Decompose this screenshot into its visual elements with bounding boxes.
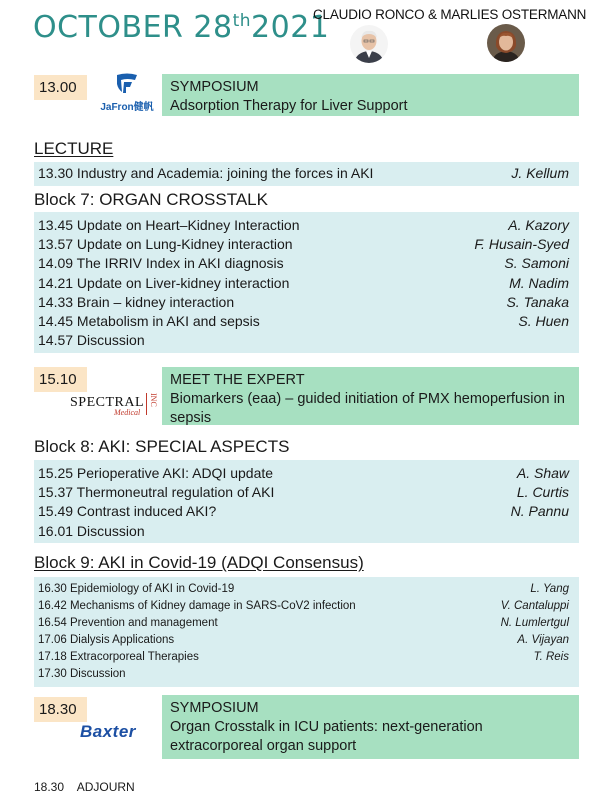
spectral-logo: SPECTRAL INC Medical	[70, 393, 158, 417]
time-13-00: 13.00	[34, 75, 87, 100]
symposium-1	[162, 74, 579, 116]
session-title: Biomarkers (eaa) – guided initiation of PMX hemoperfusion in sepsis	[170, 391, 565, 426]
block9-row: 16.30 Epidemiology of AKI in Covid-19 L. Yang	[38, 583, 569, 595]
block7-row: 14.09 The IRRIV Index in AKI diagnosis S. Samoni	[38, 255, 569, 272]
time-15-10: 15.10	[34, 367, 87, 392]
session-type: SYMPOSIUM	[170, 700, 259, 716]
block7-heading: Block 7: ORGAN CROSSTALK	[34, 190, 268, 209]
block7-row: 13.45 Update on Heart–Kidney Interaction A. Kazory	[38, 217, 569, 233]
page-title: OCTOBER 28th2021	[33, 10, 330, 45]
portrait-ronco	[350, 25, 388, 63]
chairs-names: CLAUDIO RONCO & MARLIES OSTERMANN	[313, 7, 587, 22]
session-type: SYMPOSIUM	[170, 79, 259, 95]
block7-list	[34, 212, 579, 353]
talk: 13.30 Industry and Academia: joining the forces in AKI	[38, 165, 374, 181]
block8-row: 16.01 Discussion	[38, 522, 145, 539]
block9-heading: Block 9: AKI in Covid-19 (ADQI Consensus)	[34, 553, 364, 572]
session-title: Adsorption Therapy for Liver Support	[170, 98, 408, 114]
lecture-block	[34, 162, 579, 186]
session-type: MEET THE EXPERT	[170, 372, 305, 388]
block8-heading: Block 8: AKI: SPECIAL ASPECTS	[34, 437, 290, 456]
block8-row: 15.37 Thermoneutral regulation of AKI L. Curtis	[38, 484, 569, 501]
session-title: Organ Crosstalk in ICU patients: next-generation extracorporeal organ support	[170, 719, 483, 754]
jafron-logo: JaFron健帆	[98, 72, 156, 116]
speaker: J. Kellum	[511, 165, 569, 181]
jafron-mark-icon	[114, 72, 140, 96]
adjourn-line: 18.30 ADJOURN	[34, 780, 135, 794]
block7-row: 14.33 Brain – kidney interaction S. Tanaka	[38, 293, 569, 310]
block9-row: 16.54 Prevention and management N. Lumlertgul	[38, 617, 569, 629]
lecture-heading: LECTURE	[34, 139, 114, 158]
block8-row: 15.25 Perioperative AKI: ADQI update A. Shaw	[38, 465, 569, 481]
block7-row: 13.57 Update on Lung-Kidney interaction F. Husain-Syed	[38, 236, 569, 253]
block9-row: 17.18 Extracorporeal Therapies T. Reis	[38, 651, 569, 663]
time-18-30: 18.30	[34, 697, 87, 722]
baxter-logo: Baxter	[80, 722, 136, 741]
lecture-row-0	[38, 164, 571, 183]
block8-row: 15.49 Contrast induced AKI? N. Pannu	[38, 503, 569, 520]
block7-row: 14.57 Discussion	[38, 332, 145, 349]
symposium-3	[162, 695, 579, 759]
block9-row: 17.30 Discussion	[38, 668, 126, 680]
meet-the-expert	[162, 367, 579, 425]
block8-list	[34, 460, 579, 543]
block7-row: 14.21 Update on Liver-kidney interaction M. Nadim	[38, 274, 569, 291]
block9-row: 17.06 Dialysis Applications A. Vijayan	[38, 634, 569, 646]
block9-row: 16.42 Mechanisms of Kidney damage in SARS-CoV2 infection V. Cantaluppi	[38, 600, 569, 612]
block7-row: 14.45 Metabolism in AKI and sepsis S. Huen	[38, 312, 569, 329]
portrait-ostermann	[487, 24, 525, 62]
block9-list	[34, 577, 579, 687]
